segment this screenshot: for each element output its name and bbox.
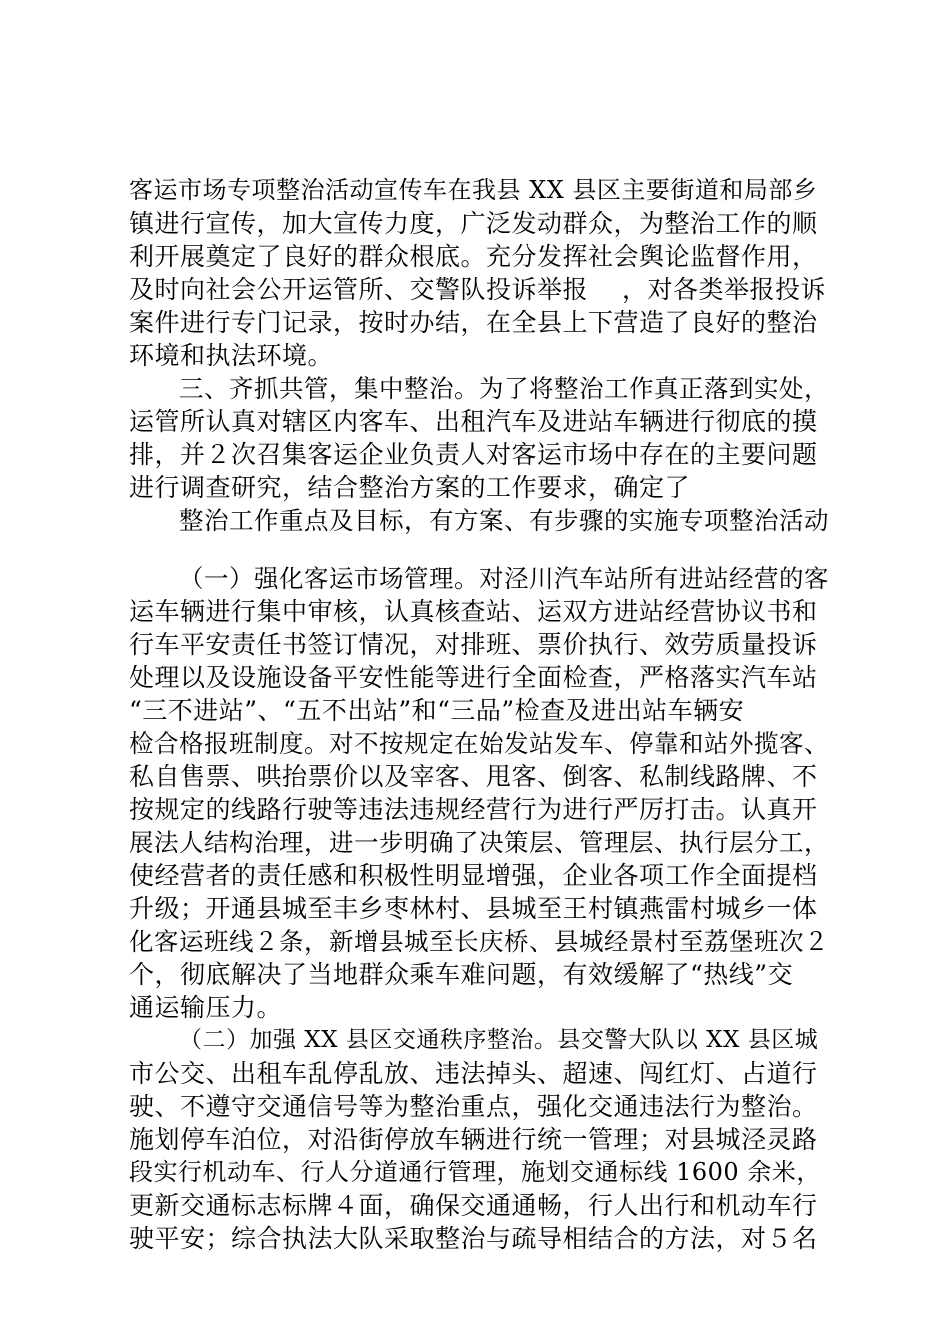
text-line: 私自售票、哄抬票价以及宰客、甩客、倒客、私制线路牌、不 xyxy=(129,762,818,791)
text-line: 案件进行专门记录，按时办结，在全县上下营造了良好的整治 xyxy=(129,308,818,337)
text-line: 市公交、出租车乱停乱放、违法掉头、超速、闯红灯、占道行 xyxy=(129,1059,818,1088)
text-line: 利开展奠定了良好的群众根底。充分发挥社会舆论监督作用， xyxy=(129,242,818,271)
text-line: 化客运班线２条，新增县城至长庆桥、县城经景村至荔堡班次２ xyxy=(129,927,829,956)
text-line: 进行调查研究，结合整治方案的工作要求，确定了 xyxy=(129,473,691,502)
text-line: 按规定的线路行驶等违法违规经营行为进行严厉打击。认真开 xyxy=(129,795,818,824)
text-line: 通运输压力。 xyxy=(129,993,283,1022)
text-line: 环境和执法环境。 xyxy=(129,341,334,370)
text-line: 施划停车泊位，对沿街停放车辆进行统一管理；对县城泾灵路 xyxy=(129,1125,818,1154)
text-line: 及时向社会公开运管所、交警队投诉举报 ，对各类举报投诉 xyxy=(129,275,826,304)
text-line: 整治工作重点及目标，有方案、有步骤的实施专项整治活动 xyxy=(179,506,829,535)
text-line: 驶平安；综合执法大队采取整治与疏导相结合的方法，对５名 xyxy=(129,1224,818,1253)
text-line: 客运市场专项整治活动宣传车在我县 XX 县区主要街道和局部乡 xyxy=(129,176,818,204)
text-line: 升级；开通县城至丰乡枣林村、县城至王村镇燕雷村城乡一体 xyxy=(129,894,818,923)
text-line: 运管所认真对辖区内客车、出租汽车及进站车辆进行彻底的摸 xyxy=(129,407,818,436)
text-line: “三不进站”、“五不出站”和“三品”检查及进出站车辆安 xyxy=(129,696,745,725)
text-line: 镇进行宣传，加大宣传力度，广泛发动群众，为整治工作的顺 xyxy=(129,209,818,238)
subsection-heading-line: （一）强化客运市场管理。对泾川汽车站所有进站经营的客 xyxy=(179,564,829,593)
text-line: 处理以及设施设备平安性能等进行全面检查，严格落实汽车站 xyxy=(129,663,818,692)
subsection-heading-line: （二）加强 XX 县区交通秩序整治。县交警大队以 XX 县区城 xyxy=(179,1027,819,1053)
text-line: 检合格报班制度。对不按规定在始发站发车、停靠和站外揽客、 xyxy=(129,729,829,758)
section-heading-line: 三、齐抓共管，集中整治。为了将整治工作真正落到实处， xyxy=(179,374,829,403)
text-line: 个，彻底解决了当地群众乘车难问题，有效缓解了“热线”交 xyxy=(129,960,794,989)
text-line: 驶、不遵守交通信号等为整治重点，强化交通违法行为整治。 xyxy=(129,1092,818,1121)
text-line: 排，并２次召集客运企业负责人对客运市场中存在的主要问题 xyxy=(129,440,818,469)
text-line: 使经营者的责任感和积极性明显增强，企业各项工作全面提档 xyxy=(129,861,818,890)
text-line: 展法人结构治理，进一步明确了决策层、管理层、执行层分工， xyxy=(129,828,829,857)
text-line: 运车辆进行集中审核，认真核查站、运双方进站经营协议书和 xyxy=(129,597,818,626)
text-line: 行车平安责任书签订情况，对排班、票价执行、效劳质量投诉 xyxy=(129,630,818,659)
text-line: 更新交通标志标牌４面，确保交通通畅，行人出行和机动车行 xyxy=(129,1191,818,1220)
text-line: 段实行机动车、行人分道通行管理，施划交通标线 1600 余米， xyxy=(129,1158,821,1186)
